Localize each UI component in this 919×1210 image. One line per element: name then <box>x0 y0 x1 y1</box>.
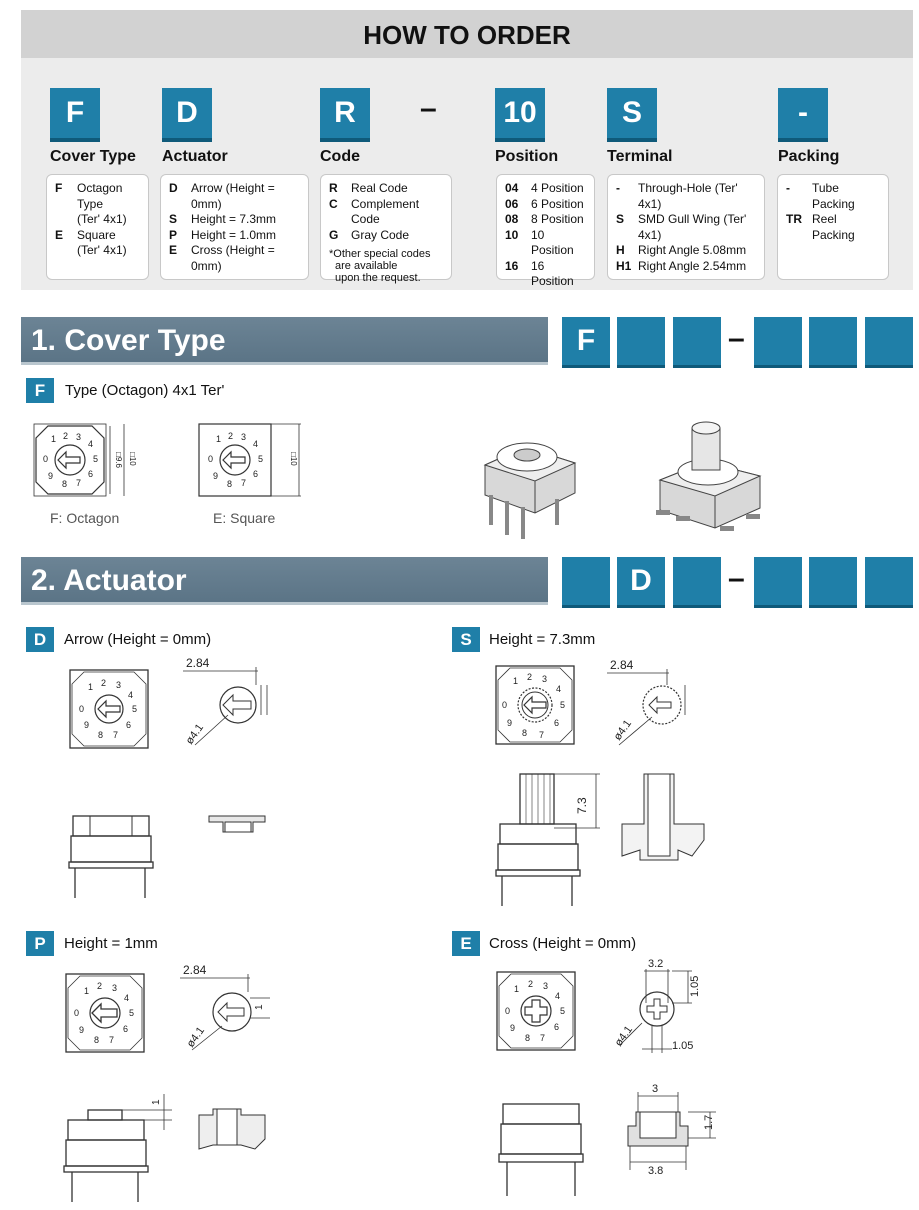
actuator-e-top-view <box>495 970 579 1054</box>
cover-type-options: F Octagon Type (Ter' 4x1) E Square (Ter' 4x1) <box>46 174 149 280</box>
octagon-caption: F: Octagon <box>50 510 120 526</box>
svg-text:1.7: 1.7 <box>703 1114 715 1130</box>
svg-text:1: 1 <box>88 682 94 692</box>
svg-text:7: 7 <box>540 1033 546 1043</box>
svg-text:4: 4 <box>88 439 94 449</box>
actuator-code-box-3 <box>673 557 721 605</box>
actuator-s-top-view <box>494 664 578 748</box>
actuator-p-side-view <box>60 1090 180 1205</box>
actuator-d-top-view <box>68 668 152 752</box>
svg-text:3: 3 <box>652 1083 659 1095</box>
svg-text:4: 4 <box>128 690 134 700</box>
cover-tag-f: F <box>26 378 54 403</box>
code-note: *Other special codes are available upon the request. <box>329 248 431 284</box>
cover-type-heading: Cover Type <box>50 148 136 165</box>
svg-text:0: 0 <box>79 704 85 714</box>
octagon-cover-drawing <box>30 420 150 502</box>
position-heading: Position <box>495 148 559 165</box>
svg-text:3: 3 <box>116 680 122 690</box>
actuator-section-title: 2. Actuator <box>21 557 548 605</box>
code-box-terminal: S <box>607 88 657 138</box>
svg-text:8: 8 <box>227 479 233 489</box>
code-heading: Code <box>320 148 360 165</box>
svg-text:0: 0 <box>505 1006 511 1016</box>
through-hole-switch-render <box>465 415 595 545</box>
packing-options: - Tube Packing TR Reel Packing <box>777 174 889 280</box>
svg-text:3: 3 <box>76 432 82 442</box>
svg-text:1: 1 <box>151 1099 162 1105</box>
cover-code-box-2 <box>617 317 665 365</box>
terminal-heading: Terminal <box>607 148 673 165</box>
svg-text:2: 2 <box>97 981 103 991</box>
actuator-e-section-view <box>620 1078 720 1178</box>
actuator-tag-s: S <box>452 627 480 652</box>
svg-text:8: 8 <box>522 728 528 738</box>
actuator-code-box-4 <box>754 557 802 605</box>
actuator-e-side-view <box>495 1100 585 1200</box>
svg-text:0: 0 <box>74 1008 80 1018</box>
packing-heading: Packing <box>778 148 840 165</box>
square-cover-drawing <box>195 420 310 502</box>
svg-text:9: 9 <box>510 1023 516 1033</box>
svg-text:5: 5 <box>560 700 566 710</box>
actuator-options: D Arrow (Height = 0mm) S Height = 7.3mm P Height = 1.0mm E Cross (Height = 0mm) <box>160 174 309 280</box>
svg-text:6: 6 <box>123 1024 129 1034</box>
svg-text:3.2: 3.2 <box>648 958 664 970</box>
svg-text:5: 5 <box>132 704 138 714</box>
actuator-p-dim-view <box>180 960 280 1055</box>
svg-text:1: 1 <box>51 434 57 444</box>
svg-text:7: 7 <box>113 730 119 740</box>
svg-text:2: 2 <box>228 431 234 441</box>
actuator-e-dim-view <box>612 955 712 1055</box>
svg-text:0: 0 <box>43 454 49 464</box>
svg-text:0: 0 <box>502 700 508 710</box>
svg-text:4: 4 <box>556 684 562 694</box>
actuator-code-box-1 <box>562 557 610 605</box>
svg-text:6: 6 <box>253 469 259 479</box>
actuator-heading: Actuator <box>162 148 228 165</box>
svg-text:9: 9 <box>79 1025 85 1035</box>
actuator-tag-e: E <box>452 931 480 956</box>
svg-text:7.3: 7.3 <box>575 797 589 814</box>
actuator-s-side-view <box>490 770 605 910</box>
svg-text:2.84: 2.84 <box>610 658 634 672</box>
svg-text:6: 6 <box>554 1022 560 1032</box>
position-options: 04 4 Position 06 6 Position 08 8 Position 10 10 Position 16 16 Position <box>496 174 595 280</box>
code-box-code: R <box>320 88 370 138</box>
actuator-s-dim-view <box>607 655 707 750</box>
svg-text:2.84: 2.84 <box>183 963 207 977</box>
svg-text:8: 8 <box>62 479 68 489</box>
svg-text:5: 5 <box>560 1006 566 1016</box>
svg-text:1: 1 <box>514 984 520 994</box>
svg-text:6: 6 <box>554 718 560 728</box>
code-box-position: 10 <box>495 88 545 138</box>
svg-text:6: 6 <box>88 469 94 479</box>
svg-text:7: 7 <box>241 478 247 488</box>
svg-text:1.05: 1.05 <box>672 1040 694 1052</box>
svg-text:3: 3 <box>112 983 118 993</box>
actuator-code-box-5 <box>809 557 857 605</box>
svg-text:2: 2 <box>101 678 107 688</box>
svg-text:1: 1 <box>216 434 222 444</box>
cover-tag-label: Type (Octagon) 4x1 Ter' <box>65 382 225 399</box>
cover-code-box-6 <box>865 317 913 365</box>
svg-text:□10: □10 <box>289 452 298 466</box>
actuator-p-label: Height = 1mm <box>64 935 158 952</box>
svg-text:□10: □10 <box>128 452 137 466</box>
svg-text:8: 8 <box>525 1033 531 1043</box>
svg-text:3.8: 3.8 <box>648 1165 664 1177</box>
svg-text:7: 7 <box>539 730 545 740</box>
svg-text:5: 5 <box>258 454 264 464</box>
actuator-code-box-6 <box>865 557 913 605</box>
code-options: R Real Code C Complement Code G Gray Code *Other special codes are available upon the request. <box>320 174 452 280</box>
svg-text:8: 8 <box>94 1035 100 1045</box>
svg-text:6: 6 <box>126 720 132 730</box>
actuator-tag-p: P <box>26 931 54 956</box>
cover-code-box-4 <box>754 317 802 365</box>
actuator-s-section-view <box>618 770 708 865</box>
svg-text:1: 1 <box>254 1004 265 1010</box>
svg-text:8: 8 <box>98 730 104 740</box>
actuator-d-label: Arrow (Height = 0mm) <box>64 631 212 648</box>
terminal-options: - Through-Hole (Ter' 4x1) S SMD Gull Wing (Ter' 4x1) H Right Angle 5.08mm H1 Right Angle 2.54mm <box>607 174 765 280</box>
svg-text:3: 3 <box>542 674 548 684</box>
cover-type-section-title: 1. Cover Type <box>21 317 548 365</box>
svg-text:9: 9 <box>213 471 219 481</box>
cover-code-box-1: F <box>562 317 610 365</box>
actuator-code-box-2: D <box>617 557 665 605</box>
actuator-tag-d: D <box>26 627 54 652</box>
svg-text:1.05: 1.05 <box>689 975 701 997</box>
actuator-p-top-view <box>64 972 148 1056</box>
svg-text:ø4.1: ø4.1 <box>612 1023 636 1049</box>
svg-text:4: 4 <box>124 993 130 1003</box>
cover-code-box-5 <box>809 317 857 365</box>
code-box-actuator: D <box>162 88 212 138</box>
actuator-p-section-view <box>195 1105 270 1155</box>
svg-text:2.84: 2.84 <box>186 656 210 670</box>
code-box-cover: F <box>50 88 100 138</box>
svg-text:1: 1 <box>84 986 90 996</box>
svg-text:7: 7 <box>76 478 82 488</box>
actuator-e-label: Cross (Height = 0mm) <box>489 935 637 952</box>
svg-text:3: 3 <box>543 981 549 991</box>
cover-code-box-3 <box>673 317 721 365</box>
svg-text:5: 5 <box>129 1008 135 1018</box>
order-separator: – <box>420 92 437 125</box>
svg-text:4: 4 <box>253 439 259 449</box>
actuator-d-side-view <box>65 812 155 902</box>
svg-text:ø4.1: ø4.1 <box>184 1024 208 1050</box>
svg-text:ø4.1: ø4.1 <box>611 717 635 743</box>
svg-text:5: 5 <box>93 454 99 464</box>
svg-text:ø4.1: ø4.1 <box>183 721 207 747</box>
svg-text:2: 2 <box>63 431 69 441</box>
actuator-d-dim-view <box>183 655 283 750</box>
svg-text:7: 7 <box>109 1035 115 1045</box>
svg-text:2: 2 <box>528 979 534 989</box>
square-caption: E: Square <box>213 510 276 526</box>
actuator-s-label: Height = 7.3mm <box>489 631 596 648</box>
actuator-d-section-view <box>205 812 270 842</box>
svg-text:4: 4 <box>555 991 561 1001</box>
svg-text:9: 9 <box>84 720 90 730</box>
svg-text:3: 3 <box>241 432 247 442</box>
cover-dash: – <box>728 322 745 355</box>
svg-text:9: 9 <box>48 471 54 481</box>
svg-text:□9.6: □9.6 <box>114 452 123 468</box>
actuator-dash: – <box>728 562 745 595</box>
smd-switch-render <box>650 410 780 540</box>
svg-text:2: 2 <box>527 672 533 682</box>
svg-text:9: 9 <box>507 718 513 728</box>
code-box-packing: - <box>778 88 828 138</box>
svg-text:1: 1 <box>513 676 519 686</box>
order-title: HOW TO ORDER <box>21 10 913 58</box>
svg-text:0: 0 <box>208 454 214 464</box>
